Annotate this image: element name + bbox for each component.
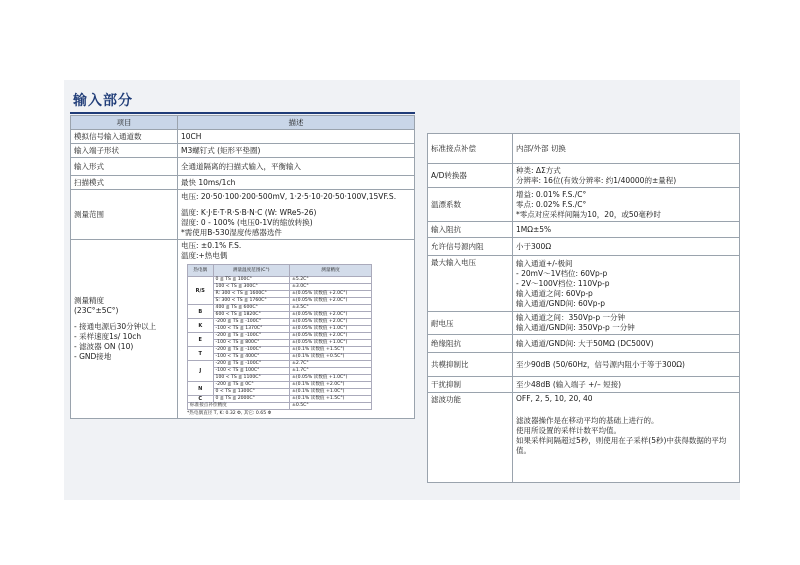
spec-label: 输入端子形状 — [71, 144, 178, 158]
spec-line: 最快 10ms/1ch — [181, 177, 236, 187]
tc-accuracy: ±1.7C° — [289, 368, 371, 375]
spec-row — [428, 164, 740, 188]
tc-accuracy: ±(0.1% 读数值 +2.0C°) — [289, 382, 371, 389]
spec-line: 温度:+热电偶 — [181, 251, 228, 260]
tc-accuracy: ±5.2C° — [289, 277, 371, 284]
tc-accuracy: ±(0.05% 读数值 +1.0C°) — [289, 375, 371, 382]
spec-row — [428, 335, 740, 353]
tc-row — [188, 284, 372, 291]
spec-value — [513, 312, 740, 335]
spec-line: 1MΩ±5% — [516, 224, 552, 234]
tc-accuracy: ±(0.05% 读数值 +1.0C°) — [289, 340, 371, 347]
tc-range: -100 < TS ≦ 1370C° — [213, 326, 289, 333]
spec-value — [178, 176, 415, 190]
tc-range: 100 < TS ≦ 300C° — [213, 284, 289, 291]
ref-junction-label: 标准接点补偿精度 — [188, 403, 290, 410]
spec-line: 增益: 0.01% F.S./C° — [516, 189, 587, 199]
tc-type: J — [188, 361, 214, 382]
accuracy-row — [71, 240, 415, 419]
tc-accuracy: ±(0.1% 读数值 +1.5C°) — [289, 396, 371, 403]
tc-row — [188, 333, 372, 340]
spec-row — [428, 393, 740, 483]
spec-line: 10CH — [181, 131, 202, 141]
spec-label: 扫描模式 — [71, 176, 178, 190]
spec-line: 如果采样间隔超过5秒，则使用在子采样(5秒)中获得数据的平均值。 — [516, 436, 727, 455]
tc-row — [188, 305, 372, 312]
tc-range: -100 < TS ≦ 800C° — [213, 340, 289, 347]
spec-line: - GND接地 — [74, 352, 112, 361]
accuracy-label-cell — [71, 240, 178, 419]
spec-value — [513, 188, 740, 222]
tc-type: C — [188, 396, 214, 403]
spec-line: 电压: 20·50·100·200·500mV, 1·2·5·10·20·50·100V,15VF.S. — [181, 191, 397, 201]
tc-accuracy: ±3.0C° — [289, 284, 371, 291]
spec-row — [71, 176, 415, 190]
spec-line: 使用所设置的采样计数平均值。 — [516, 426, 621, 435]
spec-value — [513, 134, 740, 164]
spec-line: 输入通道之间：350Vp-p 一分钟 — [516, 313, 626, 322]
spec-label: 滤波功能 — [428, 393, 513, 483]
tc-row — [188, 298, 372, 305]
tc-accuracy: ±(0.1% 读数值 +1.0C°) — [289, 389, 371, 396]
accuracy-value-cell — [178, 240, 415, 419]
spec-value — [513, 164, 740, 188]
spec-line: 至少48dB (输入端子 +/– 短接) — [516, 379, 622, 389]
spec-line: OFF, 2, 5, 10, 20, 40 — [516, 394, 593, 403]
tc-row — [188, 319, 372, 326]
tc-header-row — [188, 265, 372, 277]
ref-junction-value: ±0.5C° — [289, 403, 371, 410]
thermocouple-accuracy-table — [187, 264, 372, 410]
spec-row — [71, 158, 415, 176]
tc-row — [188, 389, 372, 396]
spec-label: 干扰抑制 — [428, 377, 513, 393]
tc-row — [188, 312, 372, 319]
spec-label: A/D转换器 — [428, 164, 513, 188]
spec-line: 内部/外部 切换 — [516, 143, 566, 153]
left-table-header-row — [71, 116, 415, 130]
tc-range: 0 ≦ TS ≦ 2000C° — [213, 396, 289, 403]
spec-line: - 2V～100V档位: 110Vp-p — [516, 278, 610, 288]
tc-range: 400 ≦ TS ≦ 600C° — [213, 305, 289, 312]
spec-row — [428, 134, 740, 164]
title-underline — [70, 112, 415, 114]
right-spec-table-container — [427, 133, 740, 483]
accuracy-label: 测量精度 — [74, 296, 104, 305]
section-title: 输入部分 — [73, 93, 133, 109]
spec-value — [178, 144, 415, 158]
spec-value — [513, 335, 740, 353]
tc-range: -100 < TS ≦ 100C° — [213, 368, 289, 375]
ref-junction-row — [188, 403, 372, 410]
spec-label: 绝缘阻抗 — [428, 335, 513, 353]
spec-value — [513, 222, 740, 238]
spec-label: 允许信号源内阻 — [428, 238, 513, 256]
spec-value — [178, 158, 415, 176]
left-spec-table — [70, 115, 415, 419]
spec-line: *需使用B-530湿度传感器选件 — [181, 227, 282, 237]
spec-label: 输入阻抗 — [428, 222, 513, 238]
spec-value — [513, 393, 740, 483]
tc-range: -100 < TS ≦ 400C° — [213, 354, 289, 361]
tc-row — [188, 291, 372, 298]
spec-line: 湿度: 0 - 100% (电压0-1V的缩放转换) — [181, 217, 313, 227]
tc-accuracy: ±(0.1% 读数值 +1.5C°) — [289, 347, 371, 354]
tc-accuracy: ±(0.05% 读数值 +2.0C°) — [289, 298, 371, 305]
spec-value — [178, 190, 415, 240]
tc-header: 热电偶 — [188, 265, 214, 277]
tc-range: 0 < TS ≦ 1300C° — [213, 389, 289, 396]
spec-label: 测量范围 — [71, 190, 178, 240]
spec-label: 模拟信号输入通道数 — [71, 130, 178, 144]
spec-label: 最大输入电压 — [428, 256, 513, 312]
spec-line: 滤波器操作是在移动平均的基础上进行的。 — [516, 416, 659, 425]
spec-row — [428, 377, 740, 393]
tc-row — [188, 354, 372, 361]
tc-accuracy: ±(0.05% 读数值 +2.0C°) — [289, 312, 371, 319]
tc-range: 100 < TS ≦ 1100C° — [213, 375, 289, 382]
tc-range: -200 ≦ TS ≦ -100C° — [213, 319, 289, 326]
tc-accuracy: ±(0.05% 读数值 +1.0C°) — [289, 326, 371, 333]
spec-row — [428, 353, 740, 377]
tc-row — [188, 375, 372, 382]
right-spec-table — [427, 133, 740, 483]
tc-type: E — [188, 333, 214, 347]
tc-range: 600 < TS ≦ 1820C° — [213, 312, 289, 319]
tc-accuracy: ±(0.05% 读数值 +2.0C°) — [289, 291, 371, 298]
spec-row — [71, 144, 415, 158]
tc-range: -200 ≦ TS ≦ 0C° — [213, 382, 289, 389]
spec-row — [428, 256, 740, 312]
spec-line: 小于300Ω — [516, 241, 552, 251]
tc-type: T — [188, 347, 214, 361]
tc-row — [188, 340, 372, 347]
tc-range: S: 300 < TS ≦ 1760C° — [213, 298, 289, 305]
spec-line: - 20mV～1V档位: 60Vp-p — [516, 268, 608, 278]
tc-accuracy: ±(0.1% 读数值 +0.5C°) — [289, 354, 371, 361]
accuracy-header: 测量精度 — [289, 265, 371, 277]
tc-row — [188, 396, 372, 403]
spec-line: 电压: ±0.1% F.S. — [181, 241, 242, 250]
spec-line: - 滤波器 ON (10) — [74, 342, 134, 351]
spec-value — [513, 353, 740, 377]
tc-row — [188, 382, 372, 389]
tc-type: B — [188, 305, 214, 319]
spec-line: 零点: 0.02% F.S./C° — [516, 199, 587, 209]
spec-value — [178, 130, 415, 144]
tc-type: K — [188, 319, 214, 333]
spec-line: 种类: ΔΣ方式 — [516, 165, 561, 175]
spec-line: 全通道隔离的扫描式输入，平衡输入 — [181, 161, 301, 171]
tc-range: -200 ≦ TS ≦ -100C° — [213, 361, 289, 368]
spec-row — [428, 188, 740, 222]
spec-row — [71, 190, 415, 240]
spec-line: 输入通道之间: 60Vp-p — [516, 288, 593, 298]
spec-row — [428, 238, 740, 256]
tc-range: -200 ≦ TS ≦ -100C° — [213, 333, 289, 340]
tc-accuracy: ±(0.05% 读数值 +2.0C°) — [289, 333, 371, 340]
tc-range: R: 300 < TS ≦ 1600C° — [213, 291, 289, 298]
spec-line: M3螺钉式 (矩形平垫圈) — [181, 145, 261, 155]
tc-range: -200 ≦ TS ≦ -100C° — [213, 347, 289, 354]
spec-value — [513, 377, 740, 393]
spec-label: 耐电压 — [428, 312, 513, 335]
spec-line: 分辨率: 16位(有效分辨率: 约1/40000的±量程) — [516, 175, 677, 185]
spec-line: 输入通道/GND间: 350Vp-p 一分钟 — [516, 323, 635, 332]
tc-row — [188, 326, 372, 333]
tc-accuracy: ±2.7C° — [289, 361, 371, 368]
range-header: 测量温度范围(C°) — [213, 265, 289, 277]
tc-accuracy: ±(0.05% 读数值 +2.0C°) — [289, 319, 371, 326]
spec-value — [513, 238, 740, 256]
tc-row — [188, 347, 372, 354]
tc-type: N — [188, 382, 214, 396]
spec-line: - 接通电源后30分钟以上 — [74, 322, 157, 331]
tc-row — [188, 277, 372, 284]
spec-value — [513, 256, 740, 312]
spec-line: *零点对应采样间隔为10，20，或50毫秒时 — [516, 209, 661, 219]
spec-row — [71, 130, 415, 144]
tc-row — [188, 361, 372, 368]
left-spec-table-container — [70, 115, 415, 419]
spec-label: 温漂系数 — [428, 188, 513, 222]
tc-range: 0 ≦ TS ≦ 100C° — [213, 277, 289, 284]
tc-row — [188, 368, 372, 375]
spec-line: 至少90dB (50/60Hz，信号源内阻小于等于300Ω) — [516, 359, 685, 369]
header-item: 项目 — [71, 116, 178, 130]
spec-row — [428, 312, 740, 335]
spec-line: 温度: K·J·E·T·R·S·B·N·C (W: WRe5-26) — [181, 207, 317, 217]
tc-type: R/S — [188, 277, 214, 305]
spec-label: 标准接点补偿 — [428, 134, 513, 164]
thermocouple-note: *热电偶直径 T, K: 0.32 Φ, 其它: 0.65 Φ — [187, 411, 272, 416]
tc-accuracy: ±3.5C° — [289, 305, 371, 312]
spec-label: 共模抑制比 — [428, 353, 513, 377]
spec-line: 输入通道+/-极间 — [516, 258, 573, 268]
header-desc: 描述 — [178, 116, 415, 130]
spec-row — [428, 222, 740, 238]
spec-label: 输入形式 — [71, 158, 178, 176]
spec-line: (23C°±5C°) — [74, 306, 119, 315]
spec-line: - 采样速度1s/ 10ch — [74, 332, 142, 341]
spec-line: 输入通道/GND间: 大于50MΩ (DC500V) — [516, 338, 654, 348]
spec-line: 输入通道/GND间: 60Vp-p — [516, 298, 606, 308]
